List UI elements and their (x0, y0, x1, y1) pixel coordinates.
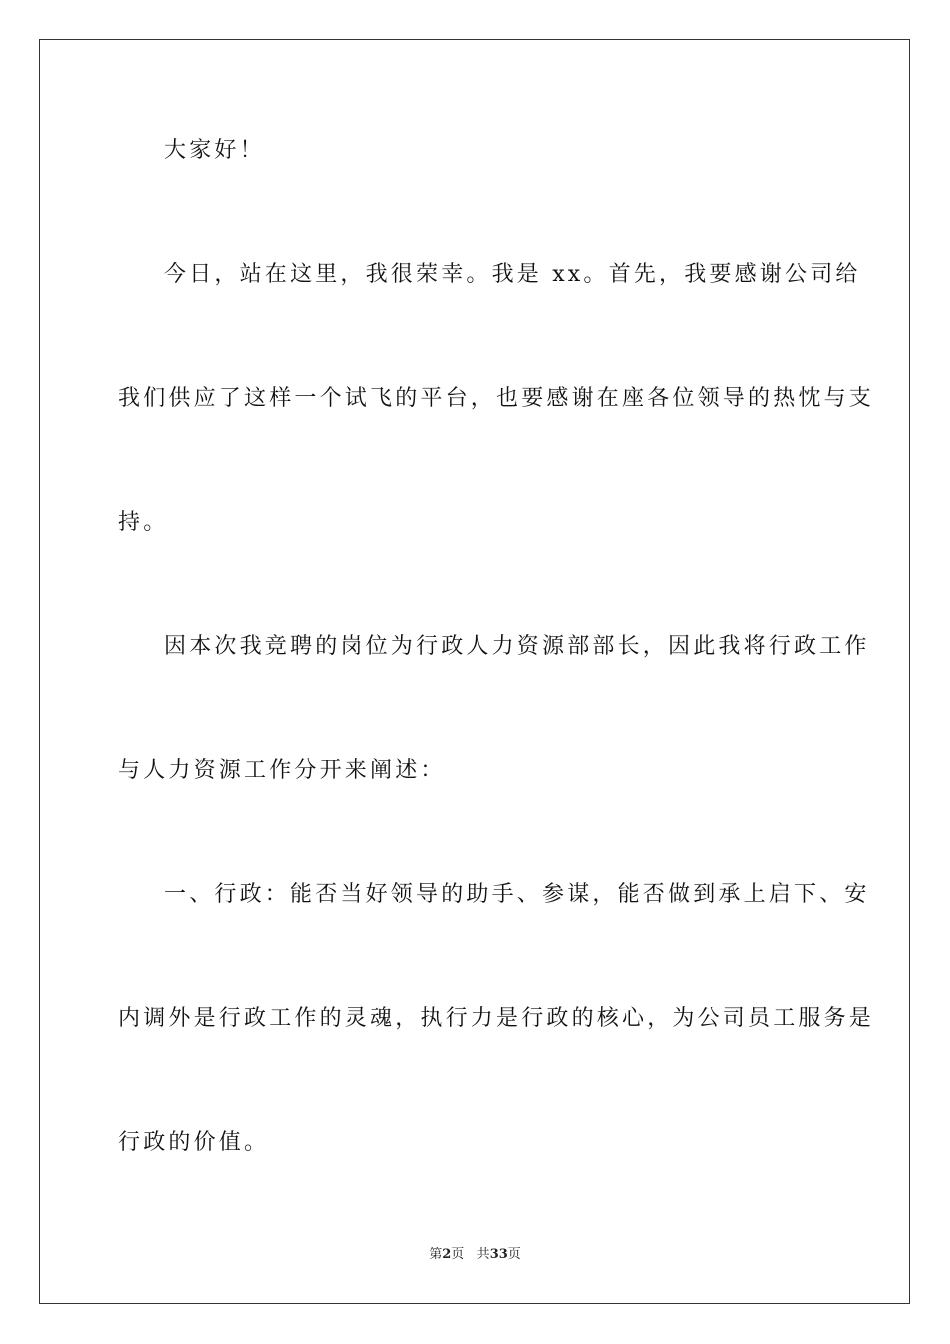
paragraph-2-line-2: 与人力资源工作分开来阐述： (118, 758, 446, 783)
paragraph-1-line-2: 我们供应了这样一个试飞的平台，也要感谢在座各位领导的热忱与支 (118, 386, 875, 411)
paragraph-3-line-3: 行政的价值。 (118, 1130, 270, 1155)
page-frame (39, 39, 910, 1304)
current-page-number: 2 (442, 1247, 452, 1262)
paragraph-2-line-1: 因本次我竞聘的岗位为行政人力资源部部长，因此我将行政工作 (164, 634, 870, 659)
page-footer (0, 1246, 950, 1264)
greeting-line: 大家好！ (164, 138, 265, 163)
total-suffix: 页 (507, 1247, 521, 1262)
paragraph-3-line-1: 一、行政：能否当好领导的助手、参谋，能否做到承上启下、安 (164, 882, 870, 907)
page-suffix: 页 (451, 1247, 465, 1262)
paragraph-3-line-2: 内调外是行政工作的灵魂，执行力是行政的核心，为公司员工服务是 (118, 1006, 875, 1031)
paragraph-1-line-3: 持。 (118, 510, 169, 535)
total-page-count: 33 (489, 1247, 508, 1262)
paragraph-1-line-1: 今日，站在这里，我很荣幸。我是 xx。首先，我要感谢公司给 (164, 262, 861, 287)
page-prefix: 第 (429, 1247, 443, 1262)
total-prefix: 共 (476, 1247, 490, 1262)
